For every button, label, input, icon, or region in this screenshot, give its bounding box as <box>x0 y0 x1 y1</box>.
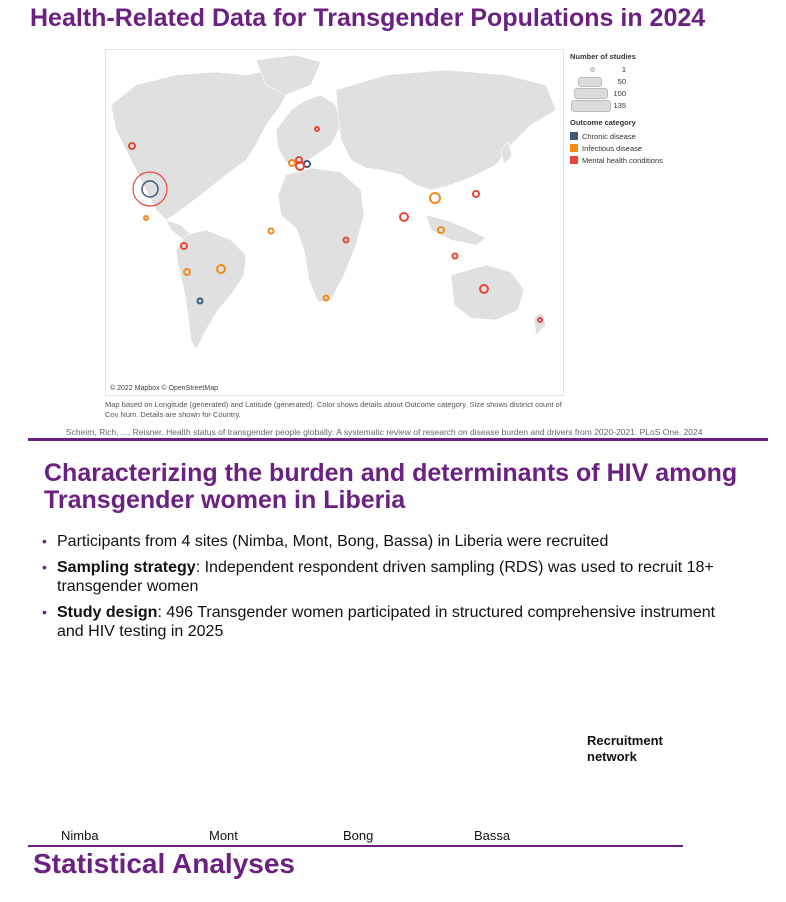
site-label-bong: Bong <box>343 828 374 843</box>
legend-size-shape <box>574 88 608 99</box>
bullet-item <box>42 558 722 596</box>
new-zealand-shape <box>534 312 546 335</box>
bubble-china <box>430 193 440 203</box>
citation: Scheim, Rich, ..., Reisner. Health status of transgender people globally: A systematic review of research on disease burden and drivers from 2020-2021. PLoS One. 2024 <box>66 427 703 437</box>
bullet-lead: Sampling strategy <box>57 559 196 576</box>
legend-category-label: Mental health conditions <box>582 155 663 165</box>
bubble-india <box>400 213 408 221</box>
site-label-bassa: Bassa <box>474 828 511 843</box>
bubble-mexico <box>144 216 148 220</box>
bullet-list <box>42 532 722 648</box>
bullet-lead: Study design <box>57 604 158 621</box>
legend-size-135 <box>570 100 720 112</box>
bullet-dot-icon: • <box>42 559 47 575</box>
legend-size-shape <box>571 100 611 112</box>
bullet-text: : 496 Transgender women participated in structured comprehensive instrument and HIV testing in 2025 <box>57 604 716 640</box>
map-legend <box>570 52 720 166</box>
site-label-nimba: Nimba <box>61 828 99 843</box>
legend-size-label: 135 <box>613 101 626 110</box>
legend-category-label: Chronic disease <box>582 131 636 141</box>
bubble-korea <box>473 191 479 197</box>
bullet-text: Participants from 4 sites (Nimba, Mont, Bong, Bassa) in Liberia were recruited <box>57 533 609 550</box>
bullet-item <box>42 603 722 641</box>
legend-size-shape <box>578 77 602 87</box>
europe-shape <box>276 95 341 165</box>
section-divider <box>28 438 768 441</box>
section-title-statistical-analyses: Statistical Analyses <box>33 848 295 879</box>
legend-size-100 <box>570 88 720 100</box>
site-label-mont: Mont <box>209 828 238 843</box>
southeast-asia-islands-shape <box>426 215 486 245</box>
north-america-shape <box>111 70 291 220</box>
bubble-indonesia <box>453 254 458 259</box>
section-divider <box>28 845 683 847</box>
land-masses <box>111 55 556 350</box>
legend-color-title: Outcome category <box>570 118 636 127</box>
world-map[interactable] <box>105 49 564 396</box>
bubble-west-africa <box>269 229 274 234</box>
map-note: Map based on Longitude (generated) and Latitude (generated). Color shows details about Outcome category. Size shows distinct count of Cov Num. Details are shown for Country. <box>105 400 562 419</box>
legend-category-infectious <box>570 142 720 154</box>
slide-title: Health-Related Data for Transgender Populations in 2024 <box>30 4 706 32</box>
legend-size-label: 100 <box>613 89 626 98</box>
legend-swatch <box>570 156 578 164</box>
world-map-canvas <box>106 50 563 395</box>
legend-size-shape <box>590 67 595 72</box>
bullet-dot-icon: • <box>42 533 47 549</box>
legend-category-mental <box>570 154 720 166</box>
asia-shape <box>336 70 556 190</box>
legend-category-label: Infectious disease <box>582 143 643 153</box>
africa-shape <box>278 168 364 302</box>
bullet-dot-icon: • <box>42 604 47 620</box>
section-title-liberia: Characterizing the burden and determinants of HIV among Transgender women in Liberia <box>44 459 738 514</box>
map-credit: © 2022 Mapbox © OpenStreetMap <box>110 385 218 392</box>
legend-size-50 <box>570 76 720 88</box>
legend-size-1 <box>570 64 720 76</box>
recruitment-network-label: Recruitment network <box>587 733 663 764</box>
legend-size-label: 1 <box>621 65 626 74</box>
bullet-item <box>42 532 722 551</box>
legend-category-chronic <box>570 130 720 142</box>
bullet-text: : Independent respondent driven sampling (RDS) was used to recruit 18+ transgender women <box>57 559 714 595</box>
legend-size-title: Number of studies <box>570 52 636 61</box>
legend-swatch <box>570 132 578 140</box>
legend-swatch <box>570 144 578 152</box>
legend-size-label: 50 <box>617 77 626 86</box>
